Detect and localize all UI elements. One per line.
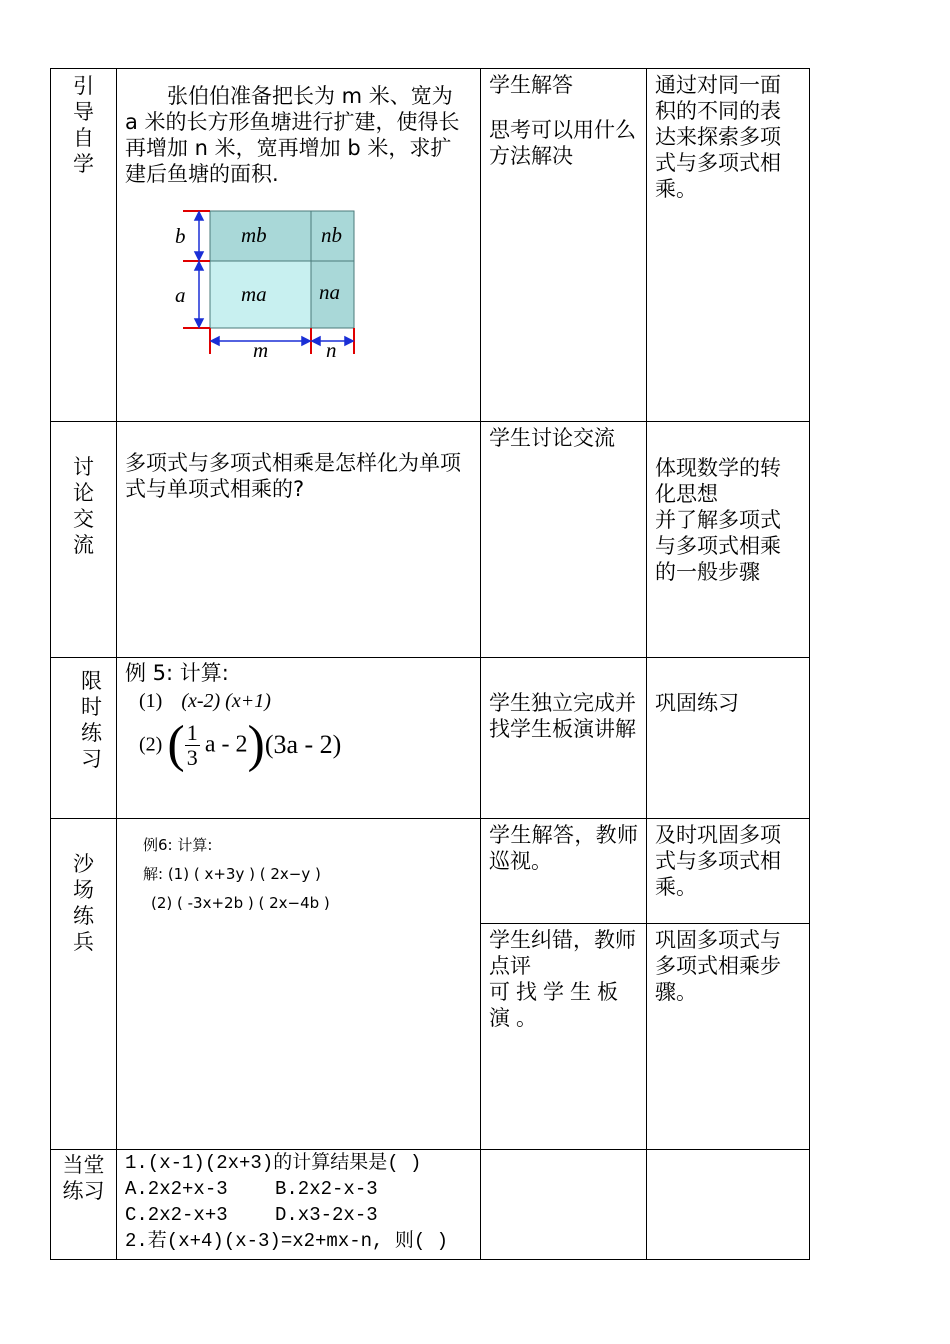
example5-item1 [117, 690, 480, 713]
discuss-question: 多项式与多项式相乘是怎样化为单项式与单项式相乘的? [125, 451, 461, 501]
stage-intro: 引导自学 [73, 74, 94, 176]
row-drill [51, 819, 810, 924]
q1-option-c: C.2x2-x+3 [125, 1204, 228, 1226]
q1-option-b: B.2x2-x-3 [275, 1178, 378, 1200]
row-discuss [51, 422, 810, 658]
example6-line2: (2) ( -3x+2b ) ( 2x−4b ) [151, 894, 330, 912]
example5-fraction [185, 721, 200, 770]
row-intro [51, 69, 810, 422]
row-practice [51, 658, 810, 819]
intro-student-activity-2: 思考可以用什么方法解决 [489, 118, 636, 168]
stage-discuss: 讨论交流 [73, 455, 94, 557]
example6-line1: 解: (1) ( x+3y ) ( 2x−y ) [143, 865, 321, 883]
stage-drill: 沙场练兵 [73, 852, 94, 954]
intro-problem-text: 张伯伯准备把长为 m 米、宽为 a 米的长方形鱼塘进行扩建，使得长再增加 n 米，宽再增加 b 米，求扩建后鱼塘的面积. [125, 84, 460, 186]
example5-item2-label: (2) [139, 733, 163, 756]
example5-title: 例 5: 计算: [125, 661, 229, 685]
stage-class-practice: 当堂练习 [62, 1153, 105, 1203]
drill-student-activity-a: 学生解答，教师巡视。 [489, 823, 638, 873]
intro-purpose: 通过对同一面积的不同的表达来探索多项式与多项式相乘。 [655, 73, 781, 201]
class-practice-purpose-empty [647, 1150, 810, 1260]
drill-student-activity-b2: 可找学生板演。 [489, 980, 624, 1030]
example5-item2-right: (3a - 2) [264, 730, 342, 759]
class-practice-student-empty [481, 1150, 647, 1260]
q1-option-d: D.x3-2x-3 [275, 1204, 378, 1226]
example5-item2-left: a - 2 [204, 731, 248, 758]
lesson-plan-table [50, 68, 810, 1260]
example5-item1-label: (1) [139, 690, 163, 712]
q2-text: 2.若(x+4)(x-3)=x2+mx-n, 则( ) [125, 1230, 449, 1252]
discuss-purpose-1: 体现数学的转化思想 [655, 456, 781, 506]
drill-purpose-b: 巩固多项式与多项式相乘步骤。 [655, 928, 781, 1004]
cell-label-mb: mb [241, 223, 267, 247]
example6-title: 例6: 计算: [143, 836, 213, 854]
discuss-student-activity: 学生讨论交流 [489, 426, 615, 450]
drill-purpose-a: 及时巩固多项式与多项式相乘。 [655, 823, 781, 899]
example5-item1-expr: (x-2) (x+1) [181, 690, 271, 712]
q1-option-a: A.2x2+x-3 [125, 1178, 228, 1200]
q1-options-ab [117, 1176, 480, 1202]
fraction-denominator: 3 [186, 744, 198, 770]
intro-student-activity-1: 学生解答 [489, 73, 573, 97]
drill-student-activity-b1: 学生纠错，教师点评 [489, 928, 636, 978]
q1-options-cd [117, 1202, 480, 1228]
side-label-m: m [253, 338, 269, 359]
example5-item2: (2) ( $\frac{1}{3}$ a - 2)(3a - 2) [139, 716, 342, 773]
side-label-n: n [326, 338, 337, 359]
fraction-numerator: 1 [186, 719, 198, 745]
row-class-practice [51, 1150, 810, 1260]
cell-label-ma: ma [241, 282, 267, 306]
stage-practice: 限时练习 [81, 669, 102, 771]
cell-label-nb: nb [321, 223, 342, 247]
practice-purpose: 巩固练习 [655, 691, 739, 715]
q1-text: 1.(x-1)(2x+3)的计算结果是( ) [125, 1152, 422, 1174]
fishpond-diagram [175, 199, 475, 359]
discuss-purpose-2: 并了解多项式与多项式相乘的一般步骤 [655, 508, 781, 584]
cell-label-na: na [319, 280, 340, 304]
practice-student-activity: 学生独立完成并找学生板演讲解 [489, 691, 636, 741]
side-label-b: b [175, 224, 186, 248]
side-label-a: a [175, 283, 186, 307]
